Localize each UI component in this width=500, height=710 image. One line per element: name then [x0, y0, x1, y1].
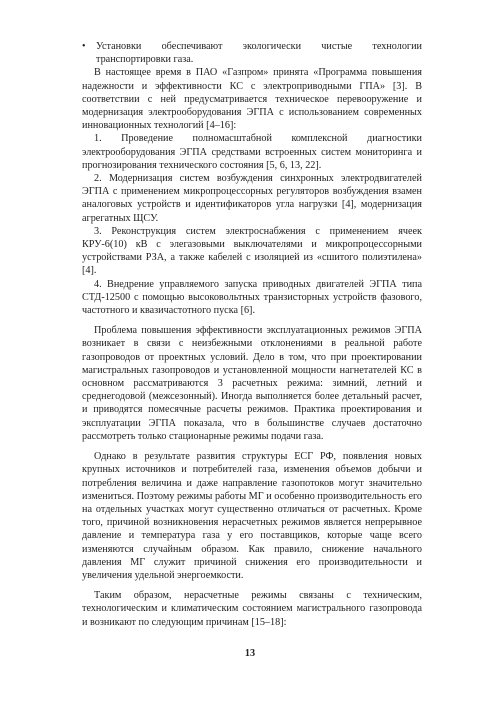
page-number: 13 — [244, 648, 256, 659]
paragraph-problem: Проблема повышения эффективности эксплуатационных режимов ЭГПА возникает в связи с неизбежными отклонениями в реальной работе газопроводов от проектных условий. Дело в том, что при проектировании магистральных газопроводов и установленной мощности нагнетателей КС в основном рассматриваются 3 расчетных режима: зимний, летний и среднегодовой (межсезонный). Иногда выполняется более детальный расчет, и приводятся помесячные расчеты режимов. Практика проектирования и эксплуатации ЭГПА показала, что в большинстве случаев достаточно рассмотреть только стационарные режимы подачи газа. — [82, 325, 422, 442]
list-item-3: 3. Реконструкция систем электроснабжения с применением ячеек КРУ-6(10) кВ с элегазовыми выключателями и микропроцессорными устройствами РЗА, а также кабелей с изоляцией из «сшитого полиэтилена» [4]. — [82, 225, 422, 277]
paragraph-conclusion: Таким образом, нерасчетные режимы связаны с техническим, технологическим и климатическим состоянием магистрального газопровода и возникают по следующим причинам [15–18]: — [82, 590, 422, 628]
list-item-2: 2. Модернизация систем возбуждения синхронных электродвигателей ЭГПА с применением микропроцессорных регуляторов возбуждения взамен аналоговых устройств и идентификаторов угла нагрузки [4], модернизация агрегатных ЩСУ. — [82, 173, 422, 224]
paragraph-intro: В настоящее время в ПАО «Газпром» принята «Программа повышения надежности и эффективности КС с электроприводными ГПА» [3]. В соответствии с ней предусматривается техническое перевооружение и модернизация электрооборудования ЭГПА с использованием современных инновационных технологий [4–16]: — [82, 67, 422, 132]
list-item-1: 1. Проведение полномасштабной комплексной диагностики электрооборудования ЭГПА средствами встроенных систем мониторинга и прогнозирования технического состояния [5, 6, 13, 22]. — [82, 133, 422, 171]
paragraph-structure: Однако в результате развития структуры ЕСГ РФ, появления новых крупных источников и потребителей газа, изменения объемов добычи и потребления величина и даже направление газопотоков могут значительно измениться. Поэтому режимы работы МГ и особенно производительность его на отдельных участках могут существенно отличаться от расчетных. Кроме того, причиной возникновения нерасчетных режимов является непрерывное давление и температура газа у его поставщиков, которые чаще всего изменяются случайным образом. Как правило, снижение начального давления МГ служит причиной снижения его производительности и увеличения удельной энергоемкости. — [82, 451, 422, 581]
page-body — [82, 40, 422, 629]
bullet-mark: • — [82, 41, 86, 52]
bullet-item — [82, 40, 422, 66]
list-item-4: 4. Внедрение управляемого запуска приводных двигателей ЭГПА типа СТД-12500 с помощью высоковольтных транзисторных устройств фазового, частотного и квазичастотного пуска [6]. — [82, 278, 422, 317]
bullet-text: Установки обеспечивают экологически чистые технологии транспортировки газа. — [96, 41, 422, 66]
